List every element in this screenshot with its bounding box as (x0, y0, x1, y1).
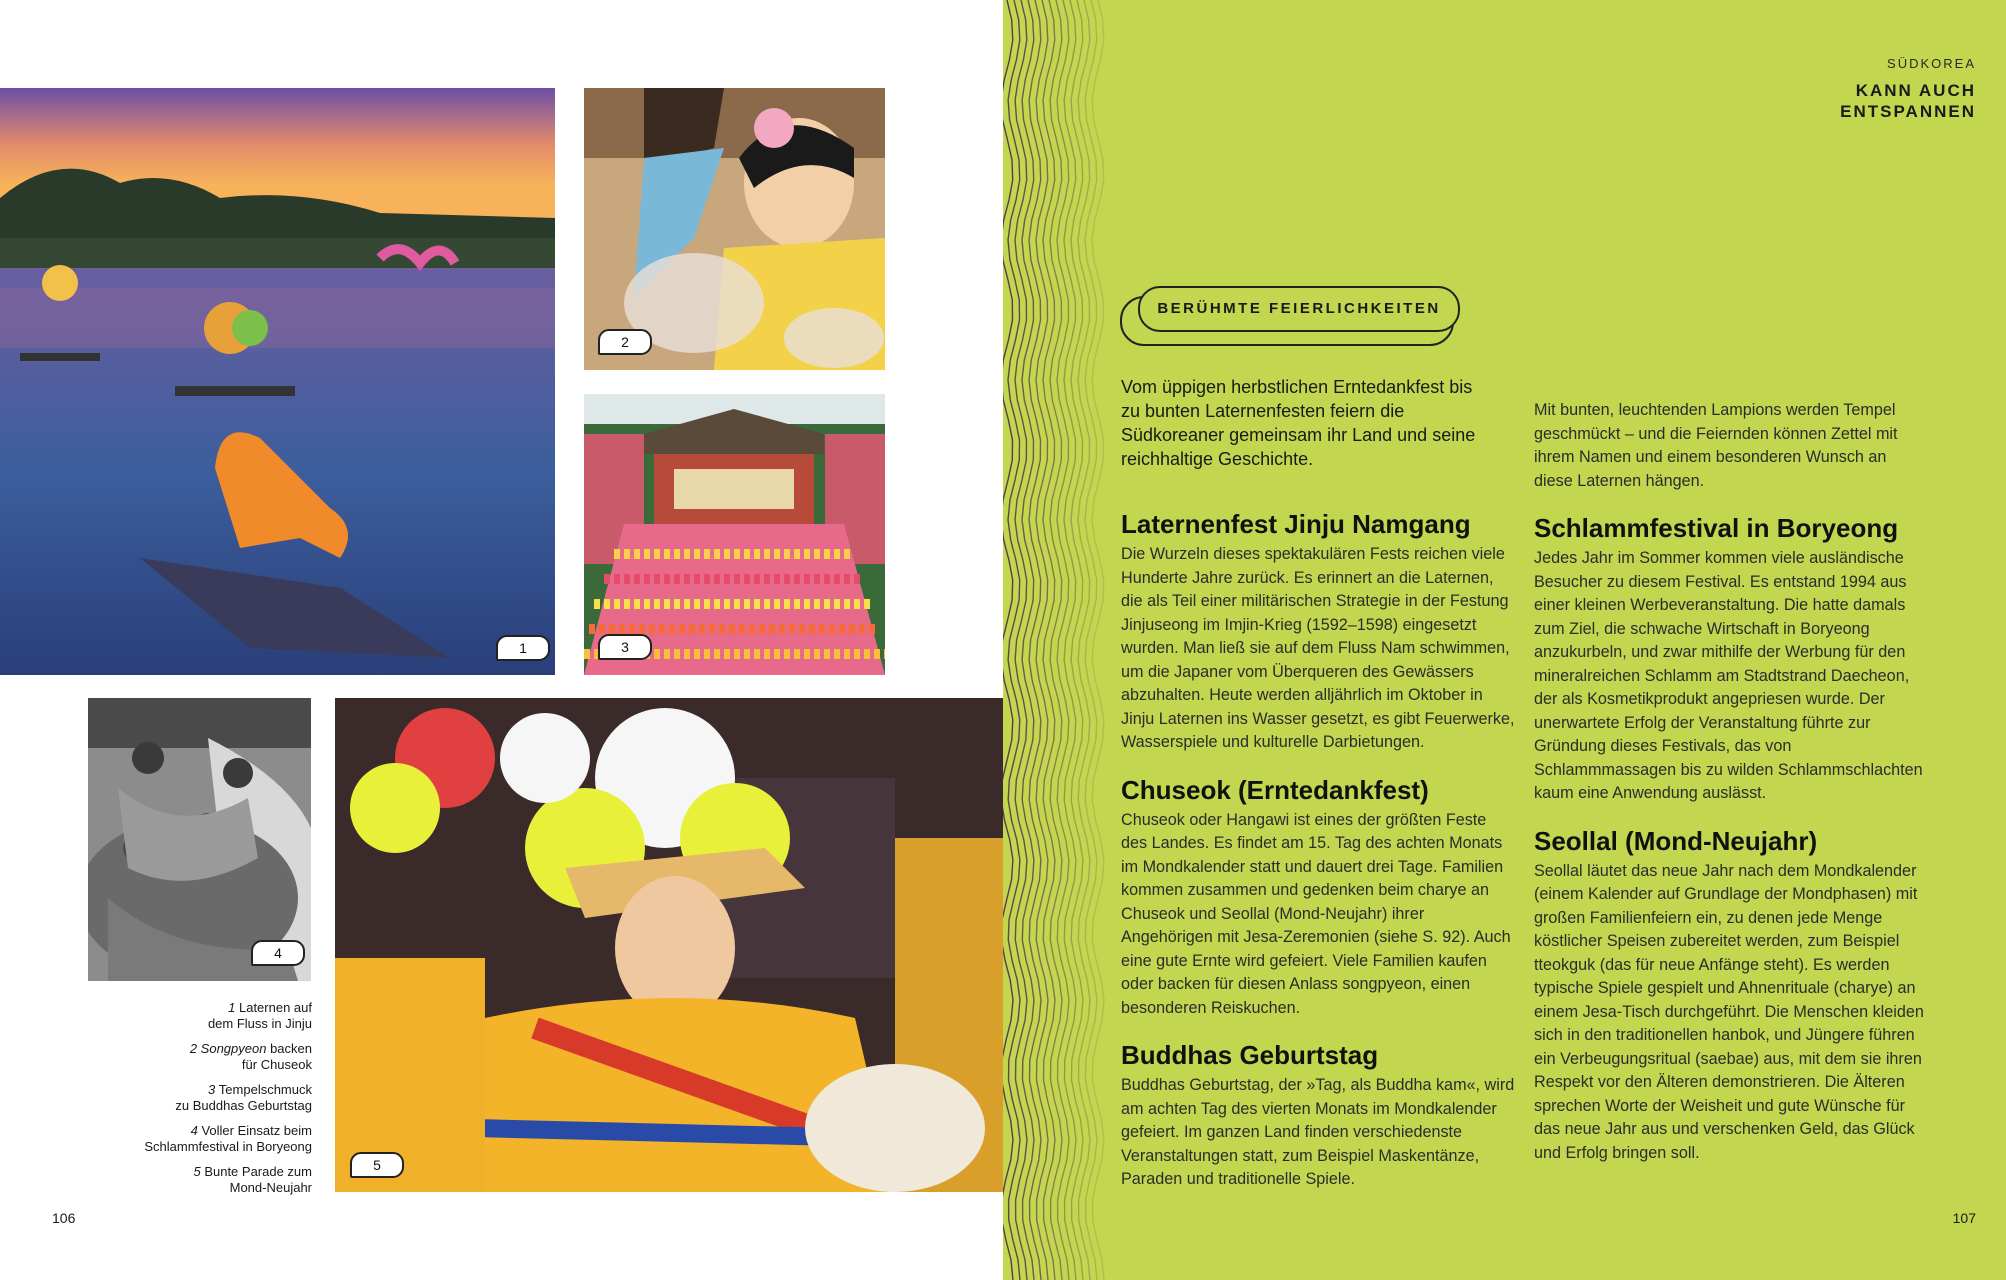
body-seollal: Seollal läutet das neue Jahr nach dem Mondkalender (einem Kalender auf Grundlage der Mondphasen) mit großen Familienfeiern ein, zu denen jede Menge köstlicher Speisen zubereitet werden, zum Beispiel tteokguk (das für neue Anfänge steht). Es werden typische Spiele gespielt und Ahnenrituale (charye) an einem Jesa-Tisch durchgeführt. Die Menschen kleiden sich in den traditionellen hanbok, und Jüngere führen ein Verbeugungsritual (saebae) aus, mit dem sie ihren Respekt vor den Älteren demonstrieren. Die Älteren sprechen Worte der Weisheit und gute Wünsche für das neue Jahr aus und verschenken Geld, das Glück und Erfolg bringen soll. (1534, 861, 1924, 1162)
page-number-right: 107 (1952, 1210, 1976, 1226)
heading-chuseok: Chuseok (Erntedankfest) (1121, 774, 1429, 805)
section-pill-label: BERÜHMTE FEIERLICHKEITEN (1138, 286, 1460, 332)
running-header-title: KANN AUCH ENTSPANNEN (1840, 81, 1976, 121)
caption-1 (80, 1000, 312, 1032)
heading-buddhas-geburtstag: Buddhas Geburtstag (1121, 1040, 1379, 1070)
intro-text: Vom üppigen herbstlichen Erntedankfest bis zu bunten Laternenfesten feiern die Südkoreaner gemeinsam ihr Land und seine reichhaltige Geschichte. (1121, 377, 1476, 469)
photo-captions (80, 1000, 312, 1205)
caption-number: 4 (190, 1123, 198, 1138)
photo-songpyeon (584, 88, 885, 370)
heading-schlammfestival: Schlammfestival in Boryeong (1534, 513, 1899, 543)
body-schlammfestival: Jedes Jahr im Sommer kommen viele ausländische Besucher zu diesem Festival. Es entstand 1994 aus einer kleinen Werbeveranstaltung. Die hatte damals zum Ziel, die schwache Wirtschaft in Boryeong anzukurbeln, und zwar mithilfe der Werbung für den mineralreichen Schlamm am Stadtstrand Daecheon, der als Kosmetikprodukt angepriesen wurde. Der unerwartete Erfolg der Veranstaltung führte zur Gründung dieses Festivals, das von Schlammmassagen bis zu wilden Schlammschlachten kaum eine Anwendung auslässt. (1534, 549, 1923, 802)
caption-text-line2: Mond-Neujahr (229, 1180, 312, 1195)
caption-text: Laternen auf (238, 1000, 312, 1015)
caption-text-line2: dem Fluss in Jinju (207, 1016, 312, 1031)
photo-badge-1: 1 (496, 635, 550, 661)
mud-festival-image (88, 698, 311, 981)
body-continuation: Mit bunten, leuchtenden Lampions werden Tempel geschmückt – und die Feiernden können Zettel mit ihrem Namen und einem besonderen Wunsch an diese Laternen hängen. (1534, 401, 1898, 490)
caption-3 (80, 1082, 312, 1114)
caption-number: 5 (193, 1164, 201, 1179)
wave-line (1003, 0, 1013, 1280)
right-page (1003, 0, 2006, 1280)
body-buddhas-geburtstag: Buddhas Geburtstag, der »Tag, als Buddha kam«, wird am achten Tag des vierten Monats im Mondkalender gefeiert. Im ganzen Land finden verschiedenste Veranstaltungen statt, zum Beispiel Maskentänze, Paraden und traditionelle Spiele. (1121, 1076, 1515, 1188)
page-number-left: 106 (52, 1210, 76, 1226)
body-chuseok: Chuseok oder Hangawi ist eines der größten Feste des Landes. Es findet am 15. Tag des achten Monats im Mondkalender statt und dauert drei Tage. Familien kommen zusammen und gedenken beim charye an Chuseok und Seollal (Mond-Neujahr) ihrer Angehörigen mit Jesa-Zeremonien (siehe S. 92). Auch eine gute Ernte wird gefeiert. Viele Familien kaufen oder backen für diesen Anlass songpyeon, einen besonderen Reiskuchen. (1121, 810, 1511, 1017)
body-laternenfest: Die Wurzeln dieses spektakulären Fests reichen viele Hunderte Jahre zurück. Es erinnert an die Laternen, die als Teil einer militärischen Strategie in der Festung Jinjuseong im Imjin-Krieg (1592–1598) eingesetzt wurden. Man ließ sie auf dem Fluss Nam schwimmen, um die Japaner vom Überqueren des Gewässers abzuhalten. Heute werden alljährlich im Oktober in Jinju Laternen ins Wasser gesetzt, es gibt Feuerwerke, Wasserspiele und kulturelle Darbietungen. (1121, 545, 1515, 751)
caption-text: backen (266, 1041, 312, 1056)
running-header-country: SÜDKOREA (1887, 56, 1976, 71)
heading-laternenfest: Laternenfest Jinju Namgang (1121, 509, 1471, 539)
wave-pattern (1003, 0, 1113, 1280)
caption-text: Tempelschmuck (218, 1082, 312, 1097)
caption-2 (80, 1041, 312, 1073)
lantern-festival-image (0, 88, 555, 675)
caption-text-line2: zu Buddhas Geburtstag (175, 1098, 312, 1113)
caption-number: 2 (189, 1041, 198, 1056)
caption-text: Voller Einsatz beim (201, 1123, 312, 1138)
caption-4 (80, 1123, 312, 1155)
caption-text-line2: Schlammfestival in Boryeong (144, 1139, 312, 1154)
caption-number: 3 (207, 1082, 216, 1097)
caption-number: 1 (228, 1000, 236, 1015)
text-column-right (1534, 399, 1929, 1185)
photo-badge-2: 2 (598, 329, 652, 355)
caption-5 (80, 1164, 312, 1196)
photo-badge-5: 5 (350, 1152, 404, 1178)
caption-text: Bunte Parade zum (204, 1164, 312, 1179)
songpyeon-image (584, 88, 885, 370)
photo-temple-lanterns (584, 394, 885, 675)
parade-dancer-image (335, 698, 1003, 1192)
caption-italic-term: Songpyeon (200, 1041, 267, 1056)
photo-badge-3: 3 (598, 634, 652, 660)
temple-lanterns-image (584, 394, 885, 675)
heading-seollal: Seollal (Mond-Neujahr) (1534, 825, 1818, 856)
caption-text-line2: für Chuseok (241, 1057, 312, 1072)
photo-mud-festival (88, 698, 311, 981)
photo-lantern-festival (0, 88, 555, 675)
text-column-left (1121, 509, 1516, 1212)
section-pill (1120, 286, 1470, 346)
photo-parade-dancer (335, 698, 1003, 1192)
photo-badge-4: 4 (251, 940, 305, 966)
